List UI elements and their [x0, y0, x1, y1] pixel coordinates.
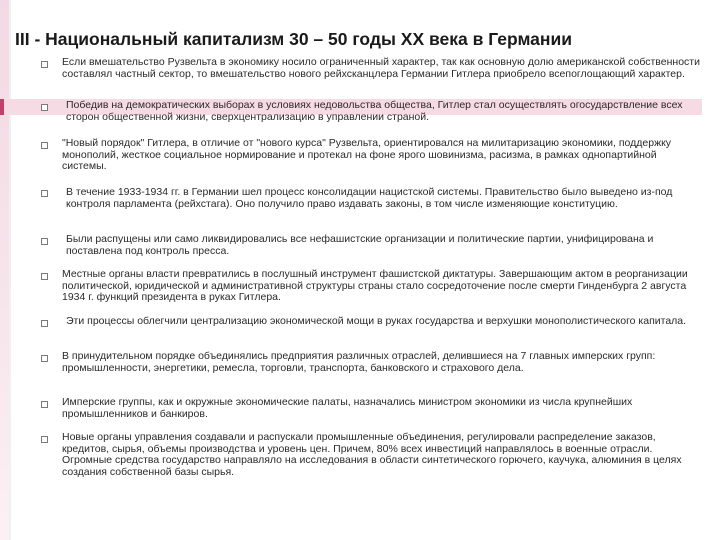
square-bullet-icon — [41, 190, 48, 197]
list-item: Местные органы власти превратились в послушный инструмент фашистской диктатуры. Завершающим актом в реорганизации политической, юридической и административной структуры страны стало сосредоточение после смерти Гинденбурга 2 августа 1934 г. функций президента в руках Гитлера. — [62, 268, 688, 304]
list-item: Эти процессы облегчили централизацию экономической мощи в руках государства и верхушки монополистического капитала. — [66, 315, 687, 327]
list-item: В течение 1933-1934 гг. в Германии шел процесс консолидации нацистской системы. Правительство было выведено из-под контроля парламента (рейхстага). Оно получило право издавать законы, в том числе изменяющие конституцию. — [66, 186, 673, 210]
square-bullet-icon — [41, 104, 48, 111]
list-item: В принудительном порядке объединялись предприятия различных отраслей, делившиеся на 7 главных имперских групп: промышленности, энергетики, ремесла, торговли, транспорта, банковского и страхового дела. — [62, 350, 656, 374]
list-item: Имперские группы, как и окружные экономические палаты, назначались министром экономики из числа крупнейших промышленников и банкиров. — [62, 396, 633, 420]
list-item: "Новый порядок" Гитлера, в отличие от "нового курса" Рузвельта, ориентировался на милитаризацию экономики, поддержку монополий, жесткое социальное нормирование и протекал на фоне ярого шовинизма, расизма, в рамках однопартийной системы. — [62, 137, 672, 173]
square-bullet-icon — [41, 401, 48, 408]
square-bullet-icon — [41, 355, 48, 362]
list-item: Были распущены или само ликвидировались все нефашистские организации и политические партии, унифицирована и поставлена под контроль пресса. — [66, 233, 654, 257]
left-decor-line — [9, 0, 11, 540]
list-item: Если вмешательство Рузвельта в экономику носило ограниченный характер, так как основную долю американской собственности составлял частный сектор, то вмешательство нового рейхсканцлера Германии Гитлера приобрело всепоглощающий характер. — [62, 56, 700, 80]
square-bullet-icon — [41, 320, 48, 327]
list-item: Победив на демократических выборах в условиях недовольства общества, Гитлер стал осуществлять огосударствление всех сторон общественной жизни, сверхцентрализацию в управлении страной. — [66, 99, 683, 123]
square-bullet-icon — [41, 436, 48, 443]
square-bullet-icon — [41, 142, 48, 149]
square-bullet-icon — [41, 238, 48, 245]
selected-item-marker — [0, 99, 4, 115]
square-bullet-icon — [41, 273, 48, 280]
left-decor-band — [0, 0, 9, 540]
slide-title: III - Национальный капитализм 30 – 50 годы XX века в Германии — [15, 29, 572, 49]
square-bullet-icon — [41, 61, 48, 68]
list-item: Новые органы управления создавали и распускали промышленные объединения, регулировали распределение заказов, кредитов, сырья, объемы производства и уровень цен. Причем, 80% всех инвестиций направлялось в военные отрасли. Огромные средства государство направляло на исследования в области синтетического горючего, каучука, алюминия в целях создания собственной базы сырья. — [62, 431, 682, 478]
